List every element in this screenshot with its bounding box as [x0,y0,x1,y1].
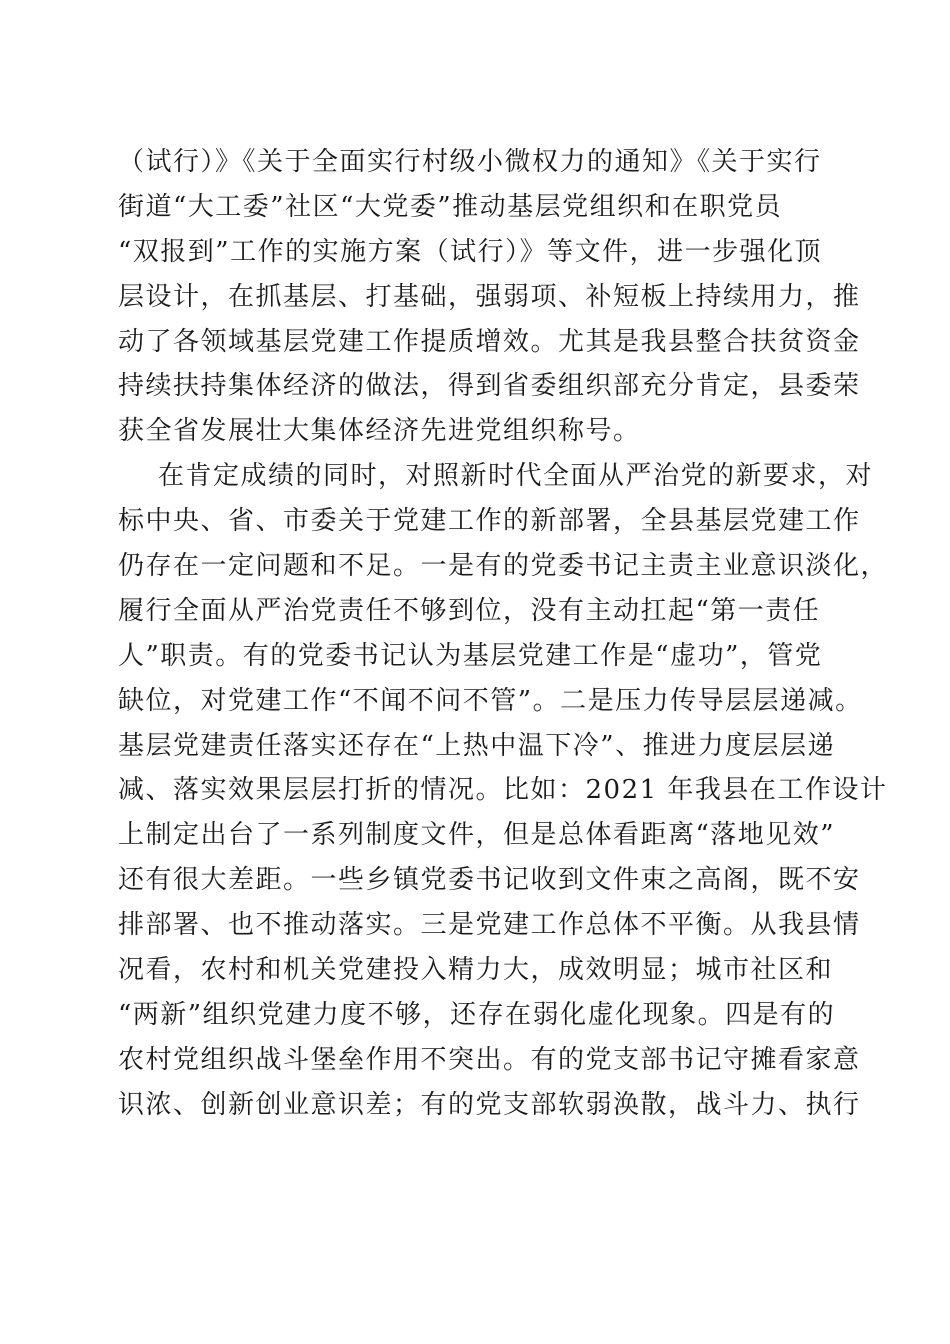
text-line: 标中央、省、市委关于党建工作的新部署，全县基层党建工作 [118,506,861,537]
text-line: 街道“大工委”社区“大党委”推动基层党组织和在职党员 [118,191,783,222]
text-line: 还有很大差距。一些乡镇党委书记收到文件束之高阁，既不安 [118,865,861,896]
text-line: 层设计，在抓基层、打基础，强弱项、补短板上持续用力，推 [118,281,861,312]
text-line: 减、落实效果层层打折的情况。比如：2021 年我县在工作设计 [118,775,888,806]
paragraph-start-line: 在肯定成绩的同时，对照新时代全面从严治党的新要求，对 [158,461,874,492]
text-line: （试行）》《关于全面实行村级小微权力的通知》《关于实行 [118,147,822,177]
text-line: 人”职责。有的党委书记认为基层党建工作是“虚功”，管党 [118,640,823,671]
text-line: 农村党组织战斗堡垒作用不突出。有的党支部书记守摊看家意 [118,1044,861,1075]
text-line: 获全省发展壮大集体经济先进党组织称号。 [118,416,641,447]
text-line: 上制定出台了一系列制度文件，但是总体看距离“落地见效” [118,820,836,851]
text-line: 况看，农村和机关党建投入精力大，成效明显；城市社区和 [118,955,834,986]
text-line: “双报到”工作的实施方案（试行）》等文件，进一步强化顶 [118,236,823,267]
text-line: 识浓、创新创业意识差；有的党支部软弱涣散，战斗力、执行 [118,1089,861,1120]
text-line: 持续扶持集体经济的做法，得到省委组织部充分肯定，县委荣 [118,371,861,402]
text-line: 基层党建责任落实还存在“上热中温下冷”、推进力度层层递 [118,730,836,761]
body-text [118,140,889,1128]
text-line: 履行全面从严治党责任不够到位，没有主动扛起“第一责任 [118,595,821,626]
text-line: 排部署、也不推动落实。三是党建工作总体不平衡。从我县情 [118,910,861,941]
text-line: 缺位，对党建工作“不闻不问不管”。二是压力传导层层递减。 [118,685,863,716]
text-line: 仍存在一定问题和不足。一是有的党委书记主责主业意识淡化， [118,551,889,582]
text-line: 动了各领域基层党建工作提质增效。尤其是我县整合扶贫资金 [118,326,861,357]
text-line: “两新”组织党建力度不够，还存在弱化虚化现象。四是有的 [118,999,836,1030]
